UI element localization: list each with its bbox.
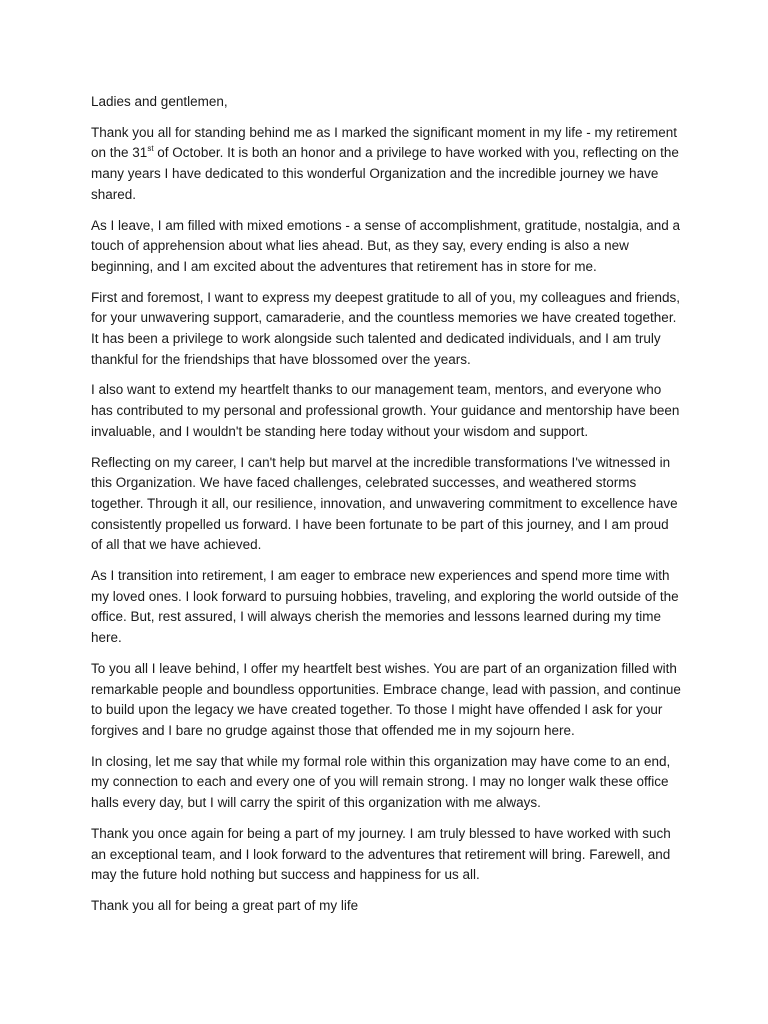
paragraph-4: I also want to extend my heartfelt thanks to our management team, mentors, and everyone who has contributed to my personal and professional growth. Your guidance and mentorship have been invaluable, and I wouldn't be standing here today without your wisdom and support. xyxy=(91,382,680,439)
closing-line: Thank you all for being a great part of my life xyxy=(91,897,359,913)
salutation: Ladies and gentlemen, xyxy=(91,94,228,109)
paragraph-6: As I transition into retirement, I am eager to embrace new experiences and spend more time with my loved ones. I look forward to pursuing hobbies, traveling, and exploring the world outside of the office. But, rest assured, I will always cherish the memories and lessons learned during my time here. xyxy=(91,568,679,646)
paragraph-9: Thank you once again for being a part of my journey. I am truly blessed to have worked with such an exceptional team, and I look forward to the adventures that retirement will bring. Farewell, and may the future hold nothing but success and happiness for us all. xyxy=(91,825,671,883)
date-ordinal-suffix: st xyxy=(147,143,154,153)
paragraph-7: To you all I leave behind, I offer my heartfelt best wishes. You are part of an organization filled with remarkable people and boundless opportunities. Embrace change, lead with passion, and continue to build upon the legacy we have created together. To those I might have offended I ask for your forgives and I bare no grudge against those that offended me in my sojourn here. xyxy=(91,660,681,738)
paragraph-5: Reflecting on my career, I can't help but marvel at the incredible transformations I've witnessed in this Organization. We have faced challenges, celebrated successes, and weathered storms together. Through it all, our resilience, innovation, and unwavering commitment to excellence have consistently propelled us forward. I have been fortunate to be part of this journey, and I am proud of all that we have achieved. xyxy=(91,454,678,553)
paragraph-3: First and foremost, I want to express my deepest gratitude to all of you, my colleagues and friends, for your unwavering support, camaraderie, and the countless memories we have created together. It has been a privilege to work alongside such talented and dedicated individuals, and I am truly thankful for the friendships that have blossomed over the years. xyxy=(91,289,681,367)
letter-body xyxy=(91,92,681,927)
paragraph-8: In closing, let me say that while my formal role within this organization may have come to an end, my connection to each and every one of you will remain strong. I may no longer walk these office halls every day, but I will carry the spirit of this organization with me always. xyxy=(91,753,671,811)
paragraph-2: As I leave, I am filled with mixed emotions - a sense of accomplishment, gratitude, nostalgia, and a touch of apprehension about what lies ahead. But, as they say, every ending is also a new beginning, and I am excited about the adventures that retirement has in store for me. xyxy=(91,217,681,274)
paragraph-1-part-a: Thank you all for standing behind me as I marked the significant moment in my life - my retirement on the 31 xyxy=(91,124,678,161)
paragraph-1 xyxy=(91,123,681,206)
paragraph-1-part-b: of October. It is both an honor and a privilege to have worked with you, reflecting on the many years I have dedicated to this wonderful Organization and the incredible journey we have shared. xyxy=(91,145,679,202)
